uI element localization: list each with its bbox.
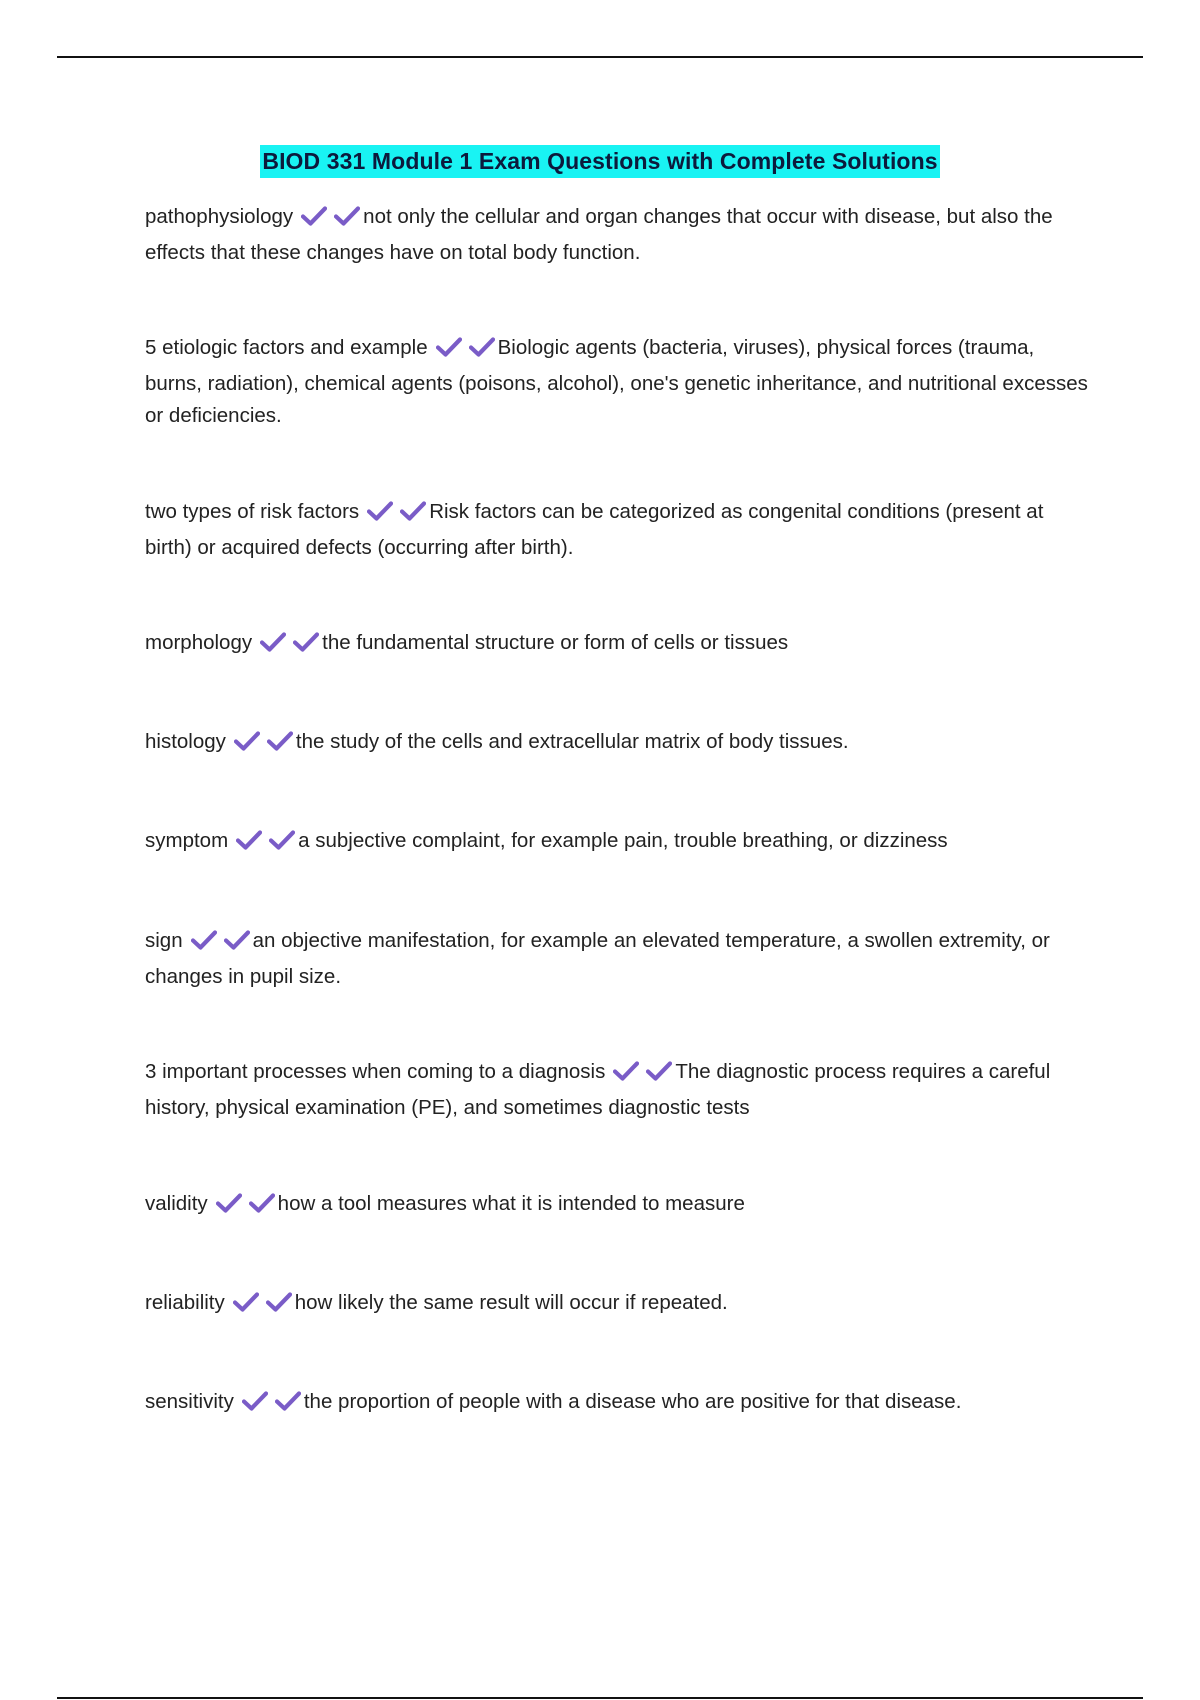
- checkmark-icon: [267, 730, 293, 752]
- checkmark-icon: [367, 500, 393, 522]
- checkmark-icon: [224, 929, 250, 951]
- qa-item: [145, 825, 1095, 861]
- checkmark-icon: [275, 1390, 301, 1412]
- checkmark-icon: [646, 1060, 672, 1082]
- checkmark-icon: [400, 500, 426, 522]
- qa-term: reliability: [145, 1291, 225, 1314]
- qa-definition: the study of the cells and extracellular matrix of body tissues.: [295, 730, 849, 753]
- check-pair: [234, 730, 293, 762]
- check-pair: [260, 631, 319, 663]
- check-pair: [436, 336, 495, 368]
- checkmark-icon: [436, 336, 462, 358]
- title-container: [0, 145, 1200, 178]
- check-pair: [236, 829, 295, 861]
- qa-item: [145, 332, 1095, 432]
- qa-item: [145, 496, 1095, 564]
- qa-term: validity: [145, 1192, 208, 1215]
- qa-term: sensitivity: [145, 1390, 234, 1413]
- qa-term: symptom: [145, 829, 229, 852]
- page-title: BIOD 331 Module 1 Exam Questions with Complete Solutions: [260, 145, 939, 178]
- qa-term: morphology: [145, 631, 253, 654]
- checkmark-icon: [469, 336, 495, 358]
- bottom-rule: [57, 1697, 1143, 1699]
- qa-term: pathophysiology: [145, 205, 294, 228]
- check-pair: [191, 929, 250, 961]
- qa-definition: the proportion of people with a disease who are positive for that disease.: [303, 1390, 962, 1413]
- top-rule: [57, 56, 1143, 58]
- check-pair: [613, 1060, 672, 1092]
- qa-definition: The diagnostic process requires a careful history, physical examination (PE), and sometimes diagnostic tests: [145, 1060, 1051, 1119]
- qa-definition: an objective manifestation, for example an elevated temperature, a swollen extremity, or changes in pupil size.: [145, 929, 1050, 988]
- qa-item: [145, 1056, 1095, 1124]
- qa-item: [145, 726, 1095, 762]
- qa-item: [145, 627, 1095, 663]
- checkmark-icon: [613, 1060, 639, 1082]
- qa-term: 3 important processes when coming to a diagnosis: [145, 1060, 606, 1083]
- qa-definition: not only the cellular and organ changes that occur with disease, but also the effects that these changes have on total body function.: [145, 205, 1053, 264]
- qa-item: [145, 1386, 1095, 1422]
- qa-item: [145, 1188, 1095, 1224]
- qa-item: [145, 925, 1095, 993]
- checkmark-icon: [260, 631, 286, 653]
- checkmark-icon: [293, 631, 319, 653]
- checkmark-icon: [216, 1192, 242, 1214]
- check-pair: [367, 500, 426, 532]
- qa-term: 5 etiologic factors and example: [145, 336, 428, 359]
- qa-term: sign: [145, 929, 183, 952]
- check-pair: [216, 1192, 275, 1224]
- checkmark-icon: [266, 1291, 292, 1313]
- check-pair: [233, 1291, 292, 1323]
- qa-item: [145, 201, 1095, 269]
- qa-term: two types of risk factors: [145, 500, 360, 523]
- checkmark-icon: [242, 1390, 268, 1412]
- checkmark-icon: [249, 1192, 275, 1214]
- checkmark-icon: [191, 929, 217, 951]
- check-pair: [242, 1390, 301, 1422]
- qa-definition: Biologic agents (bacteria, viruses), physical forces (trauma, burns, radiation), chemical agents (poisons, alcohol), one's genetic inheritance, and nutritional excesses or deficiencies.: [145, 336, 1088, 427]
- checkmark-icon: [234, 730, 260, 752]
- qa-definition: a subjective complaint, for example pain, trouble breathing, or dizziness: [298, 829, 948, 852]
- checkmark-icon: [233, 1291, 259, 1313]
- checkmark-icon: [334, 205, 360, 227]
- check-pair: [301, 205, 360, 237]
- checkmark-icon: [236, 829, 262, 851]
- qa-definition: how likely the same result will occur if repeated.: [294, 1291, 728, 1314]
- qa-definition: Risk factors can be categorized as congenital conditions (present at birth) or acquired defects (occurring after birth).: [145, 500, 1044, 559]
- qa-term: histology: [145, 730, 226, 753]
- checkmark-icon: [301, 205, 327, 227]
- qa-item: [145, 1287, 1095, 1323]
- qa-definition: how a tool measures what it is intended to measure: [277, 1192, 745, 1215]
- checkmark-icon: [269, 829, 295, 851]
- qa-definition: the fundamental structure or form of cells or tissues: [322, 631, 789, 654]
